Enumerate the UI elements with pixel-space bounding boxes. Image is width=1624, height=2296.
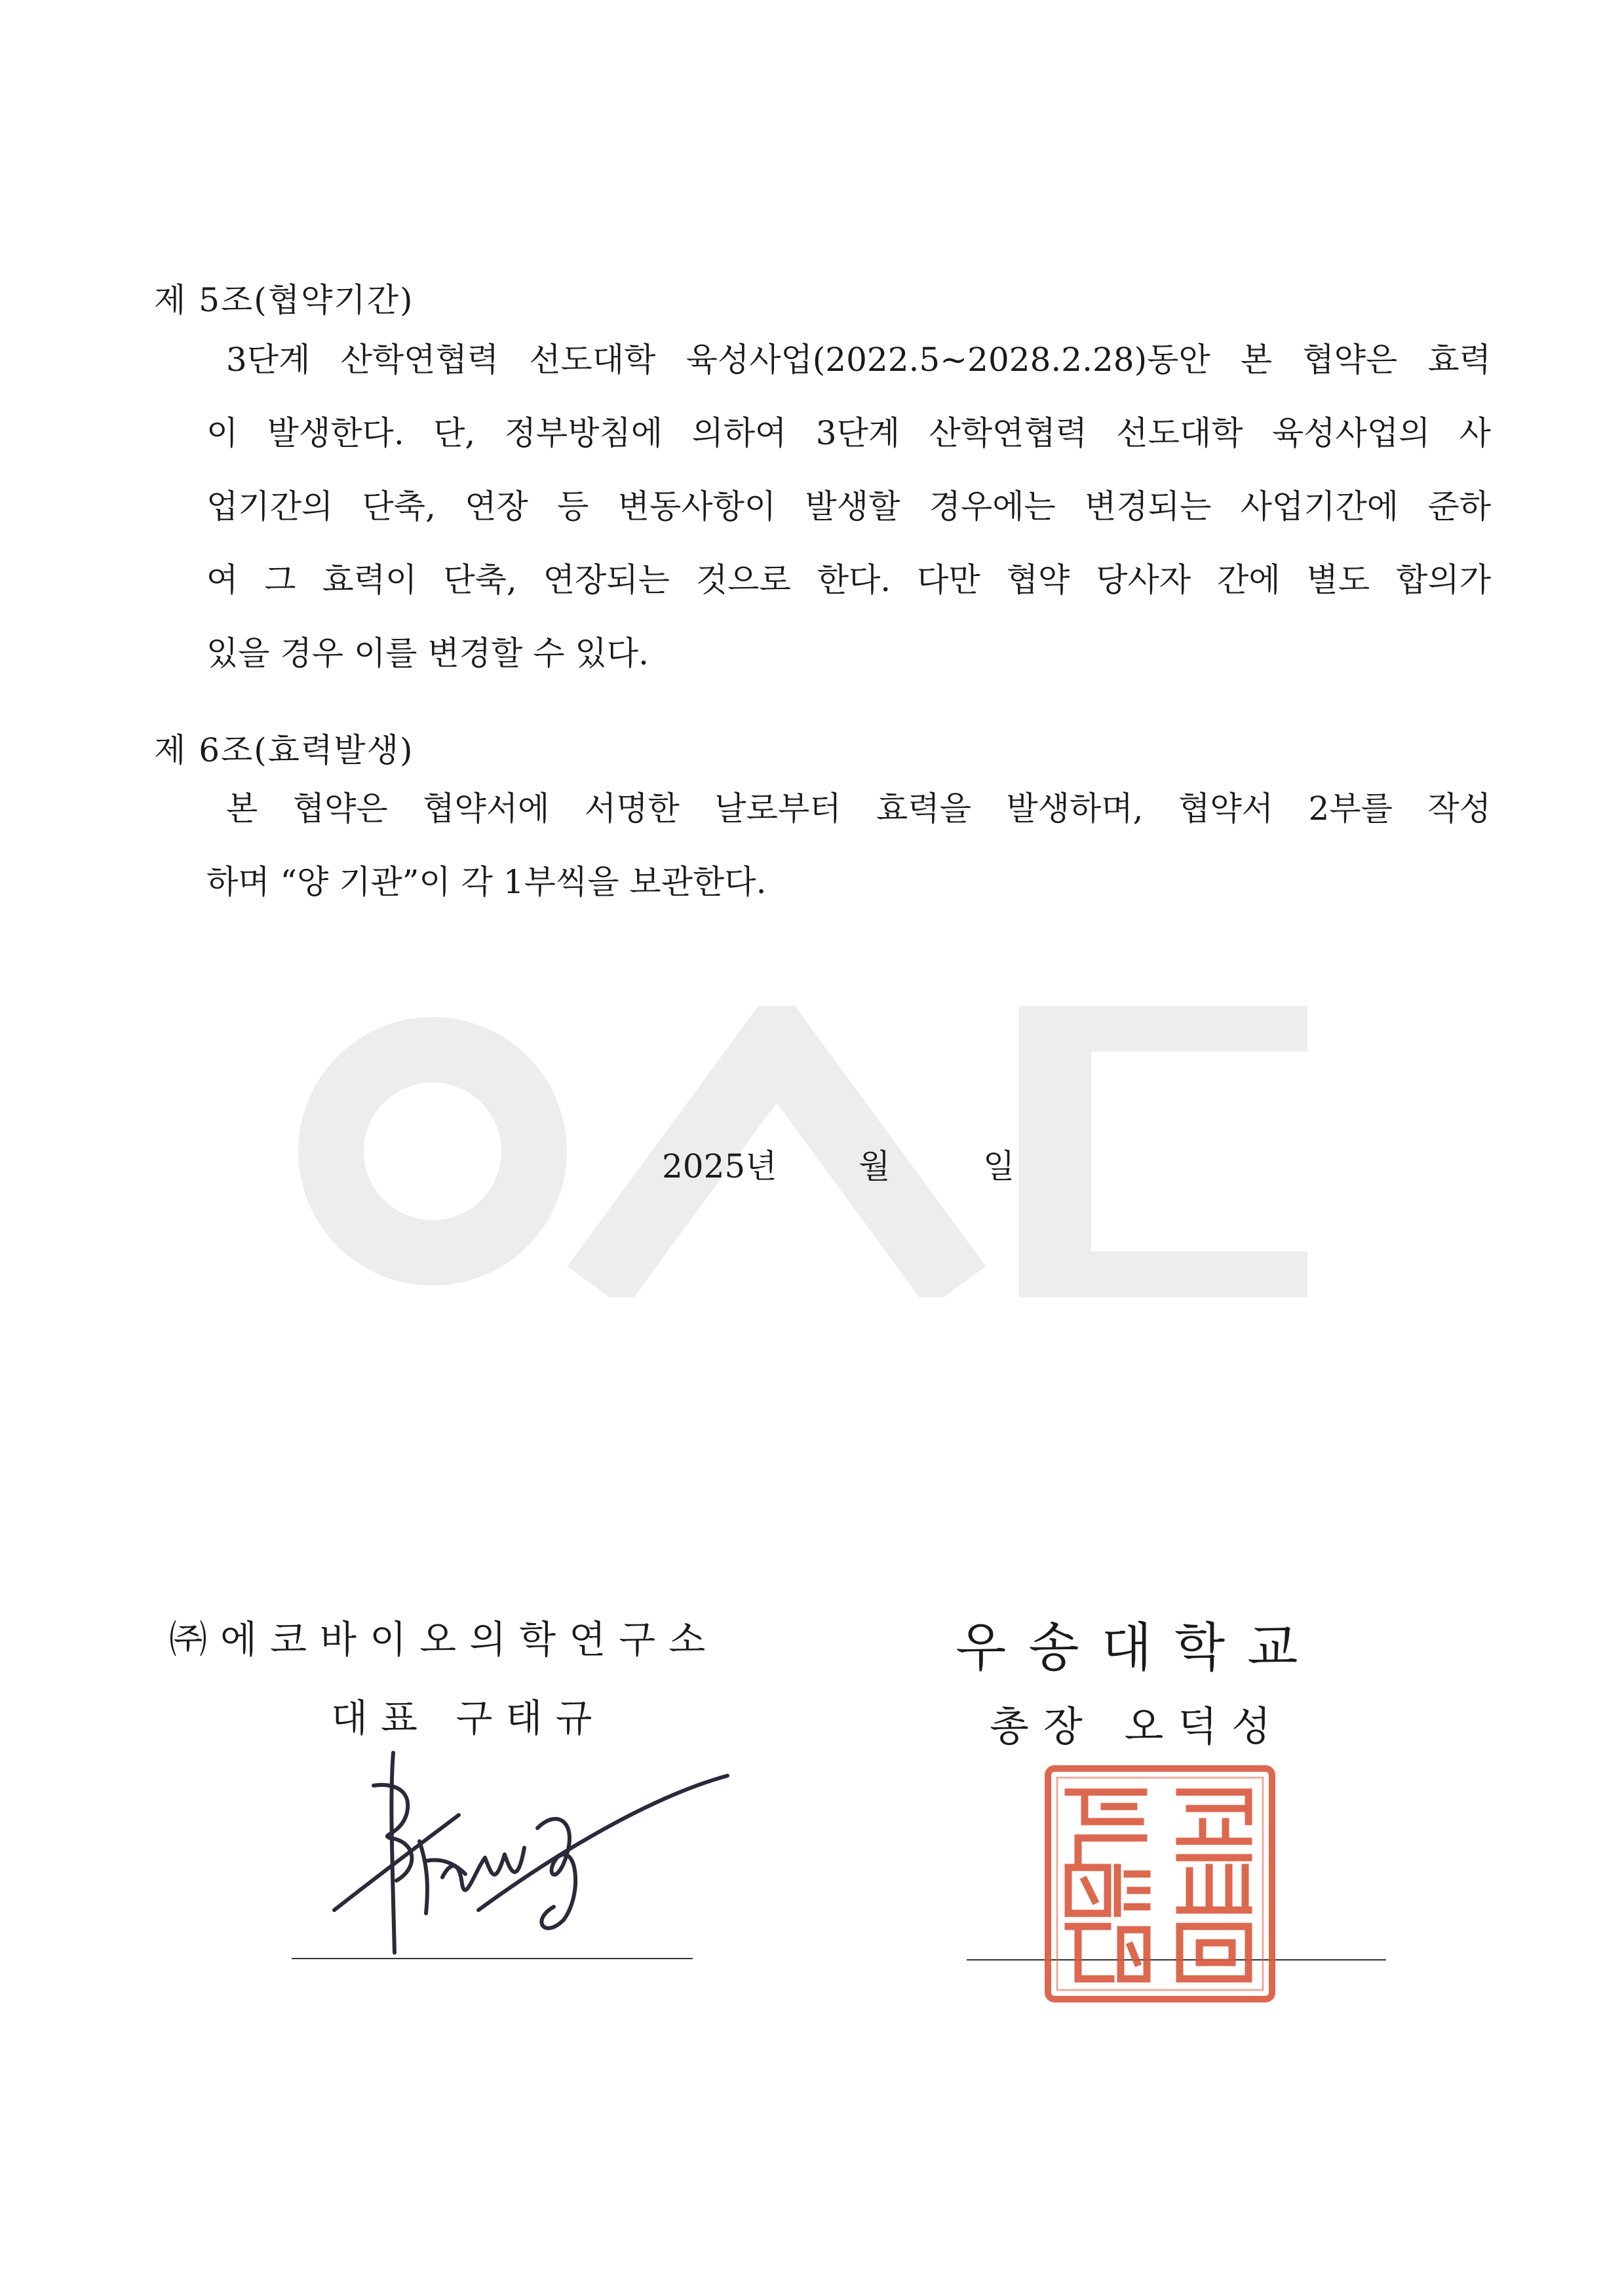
article5-line: 업기간의 단축, 연장 등 변동사항이 발생할 경우에는 변경되는 사업기간에 준하 [206, 488, 1491, 526]
article5-line: 3단계 산학연협력 선도대학 육성사업(2022.5~2028.2.28)동안 본 협약은 효력 [226, 341, 1491, 379]
official-seal [1039, 1759, 1281, 2008]
article5-title: 제 5조(협약기간) [154, 281, 414, 319]
article5-body [206, 323, 1491, 690]
article5-line: 있을 경우 이를 변경할 수 있다. [206, 634, 649, 672]
article5-line: 이 발생한다. 단, 정부방침에 의하여 3단계 산학연협력 선도대학 육성사업의 사 [206, 414, 1491, 452]
party-left-representative: 대표 구태규 [331, 1696, 606, 1740]
article6-line: 본 협약은 협약서에 서명한 날로부터 효력을 발생하며, 협약서 2부를 작성 [226, 790, 1491, 828]
handwritten-signature [328, 1743, 747, 1966]
article6-title: 제 6조(효력발생) [154, 731, 414, 769]
date-month: 월 [859, 1147, 891, 1185]
party-right-org: 우송대학교 [956, 1617, 1321, 1678]
article6-line: 하며 “양 기관”이 각 1부씩을 보관한다. [206, 863, 767, 901]
date-day: 일 [983, 1147, 1015, 1185]
party-left-org: ㈜에코바이오의학연구소 [169, 1617, 719, 1662]
date-year: 2025년 [662, 1147, 777, 1185]
article5-line: 여 그 효력이 단축, 연장되는 것으로 한다. 다만 협약 당사자 간에 별도 합의가 [206, 561, 1491, 599]
article6-body [206, 772, 1491, 919]
party-right-representative: 총장 오덕성 [990, 1702, 1286, 1750]
date-row [662, 1140, 1029, 1186]
